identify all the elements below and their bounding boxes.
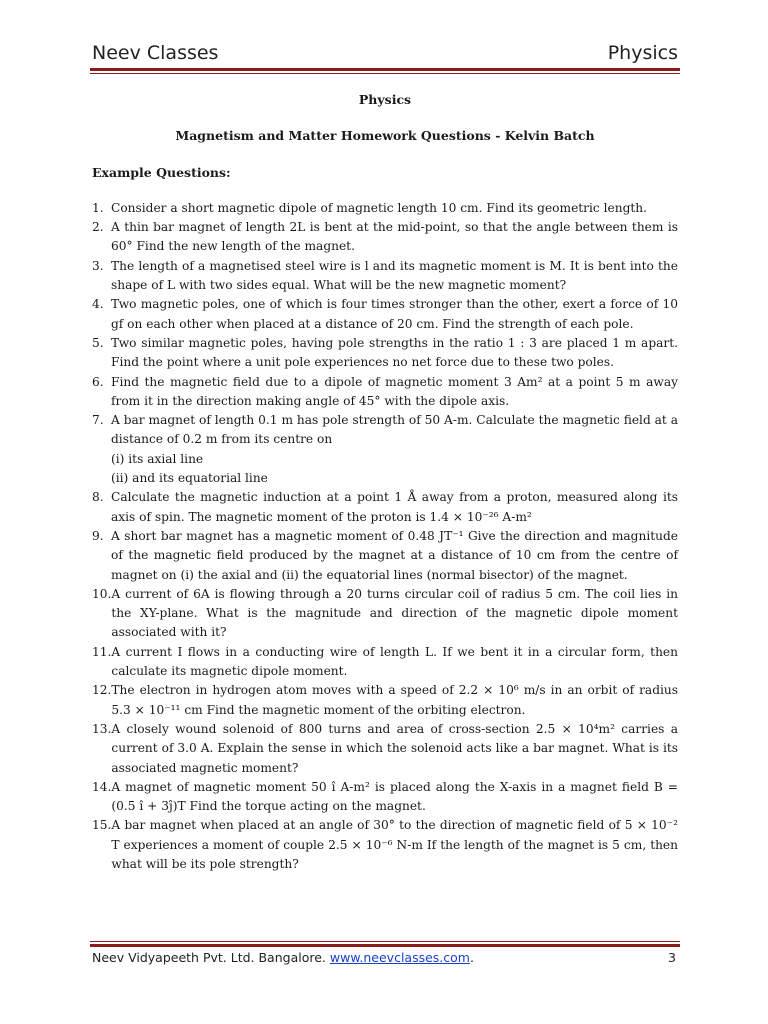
question-number: 14. xyxy=(92,779,112,794)
question-text: A magnet of magnetic moment 50 î A-m² is placed along the X-axis in a magnet field B = (0.5 î + 3ĵ)T Find the torque acting on the magnet. xyxy=(111,779,678,814)
question-text: Find the magnetic field due to a dipole of magnetic moment 3 Am² at a point 5 m away from it in the direction making angle of 45° with the dipole axis. xyxy=(111,374,678,408)
question-item xyxy=(92,257,678,296)
question-text: Consider a short magnetic dipole of magnetic length 10 cm. Find its geometric length. xyxy=(111,200,647,215)
question-text: A bar magnet when placed at an angle of 30° to the direction of magnetic field of 5 × 10⁻² T experiences a moment of couple 2.5 × 10⁻⁶ N-m If the length of the magnet is 5 cm, then what will be its pole strength? xyxy=(111,818,678,871)
question-number: 10. xyxy=(92,586,112,601)
footer-period: . xyxy=(469,950,474,965)
question-text: Calculate the magnetic induction at a point 1 Å away from a proton, measured along its axis of spin. The magnetic moment of the proton is 1.4 × 10⁻²⁶ A-m² xyxy=(111,490,678,524)
question-text: A short bar magnet has a magnetic moment of 0.48 JT⁻¹ Give the direction and magnitude of the magnetic field produced by the magnet at a distance of 10 cm from the centre of magnet on (i) the axial and (ii) the equatorial lines (normal bisector) of the magnet. xyxy=(111,528,678,582)
page-number: 3 xyxy=(668,950,676,965)
question-item xyxy=(92,199,678,218)
document-subject: Physics xyxy=(358,92,412,107)
question-number: 5. xyxy=(92,335,104,350)
question-number: 1. xyxy=(92,200,104,215)
question-number: 13. xyxy=(92,721,112,736)
question-item xyxy=(92,585,678,643)
question-number: 12. xyxy=(92,683,112,698)
question-item xyxy=(92,334,678,373)
question-number: 6. xyxy=(92,374,104,389)
question-item xyxy=(92,643,678,682)
question-text: The length of a magnetised steel wire is l and its magnetic moment is M. It is bent into the shape of L with two sides equal. What will be the new magnetic moment? xyxy=(111,258,678,293)
footer-rule-thin xyxy=(90,941,680,942)
footer-text: Neev Vidyapeeth Pvt. Ltd. Bangalore. xyxy=(92,950,330,965)
question-text: A thin bar magnet of length 2L is bent at the mid-point, so that the angle between them is 60° Find the new length of the magnet. xyxy=(111,220,678,254)
document-title: Magnetism and Matter Homework Questions - Kelvin Batch xyxy=(175,128,595,144)
question-item xyxy=(92,720,678,778)
question-main-text: A bar magnet of length 0.1 m has pole strength of 50 A-m. Calculate the magnetic field at a distance of 0.2 m from its centre on xyxy=(111,413,678,447)
question-number: 2. xyxy=(92,220,104,235)
question-item xyxy=(92,816,678,874)
question-item xyxy=(92,778,678,817)
question-item xyxy=(92,295,678,334)
question-item xyxy=(92,681,678,720)
header-rule-thin xyxy=(90,73,680,74)
header-right: Physics xyxy=(607,42,678,64)
question-item xyxy=(92,373,678,412)
question-item xyxy=(92,527,678,585)
question-number: 4. xyxy=(92,297,104,312)
question-number: 3. xyxy=(92,258,104,273)
question-number: 7. xyxy=(92,413,104,428)
website-link[interactable]: www.neevclasses.com xyxy=(329,950,470,965)
question-number: 15. xyxy=(92,818,112,833)
question-text: Two similar magnetic poles, having pole strengths in the ratio 1 : 3 are placed 1 m apart. Find the point where a unit pole experiences no net force due to these two poles. xyxy=(111,335,678,370)
question-number: 9. xyxy=(92,528,104,543)
question-item xyxy=(92,488,678,527)
question-text xyxy=(111,411,678,488)
section-heading: Example Questions: xyxy=(92,164,231,180)
header-rule-thick xyxy=(90,68,680,71)
question-item xyxy=(92,411,678,488)
question-list xyxy=(92,199,678,874)
footer-company xyxy=(92,950,474,965)
question-subpart: (i) its axial line xyxy=(111,451,204,466)
header-left: Neev Classes xyxy=(92,42,219,64)
question-text: A closely wound solenoid of 800 turns and area of cross-section 2.5 × 10⁴m² carries a current of 3.0 A. Explain the sense in which the solenoid acts like a bar magnet. What is its associated magnetic moment? xyxy=(111,721,678,775)
page-header xyxy=(92,42,678,64)
question-subpart: (ii) and its equatorial line xyxy=(111,471,268,486)
question-text: Two magnetic poles, one of which is four times stronger than the other, exert a force of 10 gf on each other when placed at a distance of 20 cm. Find the strength of each pole. xyxy=(111,297,678,331)
question-text: The electron in hydrogen atom moves with a speed of 2.2 × 10⁶ m/s in an orbit of radius 5.3 × 10⁻¹¹ cm Find the magnetic moment of the orbiting electron. xyxy=(111,683,678,717)
question-text: A current of 6A is flowing through a 20 turns circular coil of radius 5 cm. The coil lies in the XY-plane. What is the magnitude and direction of the magnetic dipole moment associated with it? xyxy=(111,586,678,640)
page-footer xyxy=(92,950,676,965)
question-number: 8. xyxy=(92,490,104,505)
question-text: A current I flows in a conducting wire of length L. If we bent it in a circular form, then calculate its magnetic dipole moment. xyxy=(111,644,678,679)
question-number: 11. xyxy=(92,644,112,659)
footer-rule-thick xyxy=(90,944,680,947)
document-body xyxy=(92,90,678,874)
question-item xyxy=(92,218,678,257)
